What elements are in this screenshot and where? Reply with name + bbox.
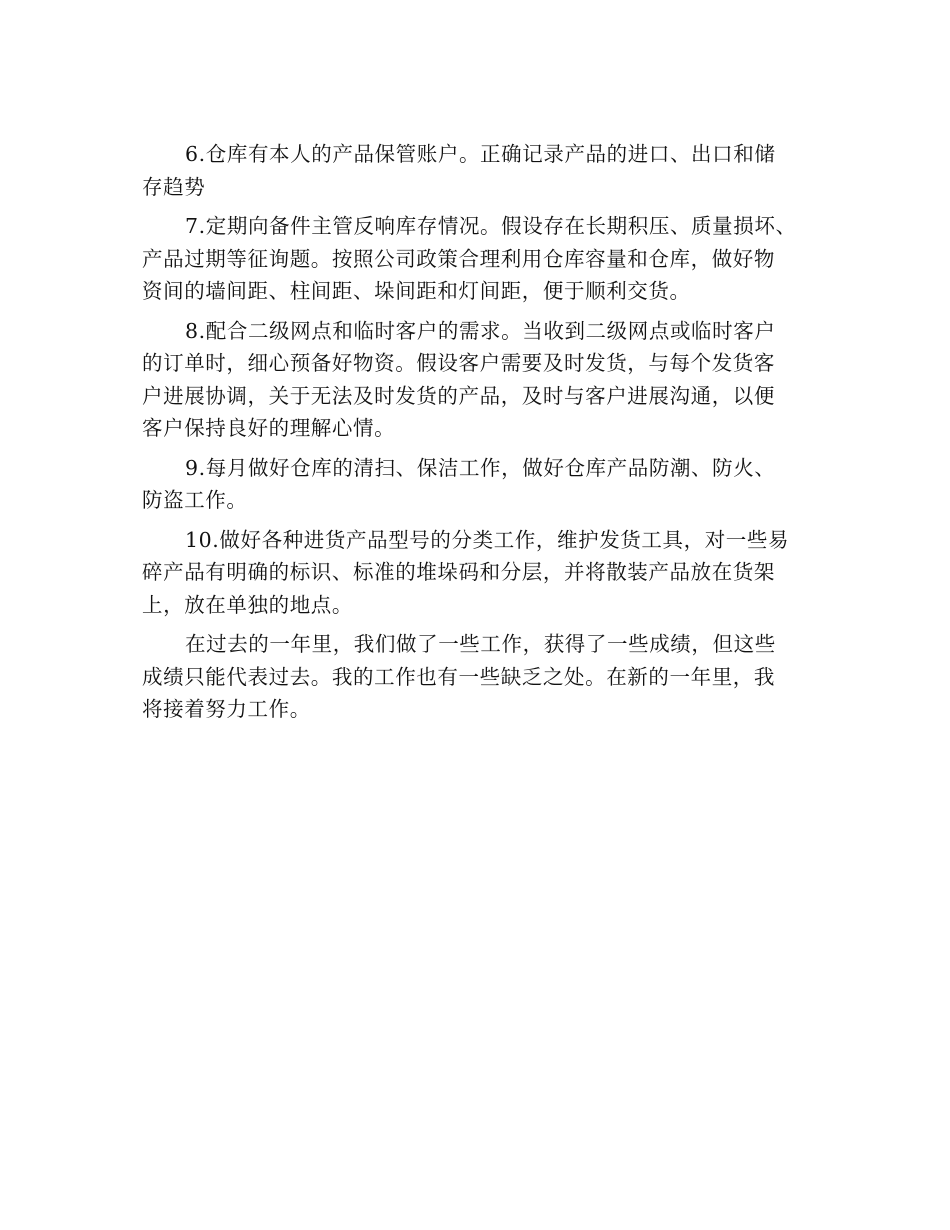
text-line: 产品过期等征询题。按照公司政策合理利用仓库容量和仓库，做好物 — [142, 246, 775, 271]
text-line: 将接着努力工作。 — [142, 697, 311, 721]
text-line: 防盗工作。 — [142, 488, 248, 512]
text-line: 上，放在单独的地点。 — [142, 592, 353, 617]
text-line: 存趋势 — [142, 174, 206, 199]
paragraph-item-7 — [142, 210, 812, 308]
text-line: 户进展协调，关于无法及时发货的产品，及时与客户进展沟通，以便 — [142, 383, 775, 408]
document-body — [142, 138, 812, 733]
text-line: 资间的墙间距、柱间距、垛间距和灯间距，便于顺利交货。 — [142, 279, 691, 303]
text-line: 10.做好各种进货产品型号的分类工作，维护发货工具，对一些易 — [185, 527, 790, 552]
text-line: 6.仓库有本人的产品保管账户。正确记录产品的进口、出口和储 — [185, 142, 776, 166]
paragraph-item-8 — [142, 315, 812, 445]
text-line: 7.定期向备件主管反响库存情况。假设存在长期积压、质量损坏、 — [185, 214, 797, 238]
text-line: 的订单时，细心预备好物资。假设客户需要及时发货，与每个发货客 — [142, 351, 775, 375]
paragraph-summary — [142, 628, 812, 726]
text-line: 客户保持良好的理解心情。 — [142, 416, 396, 440]
text-line: 成绩只能代表过去。我的工作也有一些缺乏之处。在新的一年里，我 — [142, 664, 775, 689]
paragraph-item-9 — [142, 452, 812, 517]
text-line: 碎产品有明确的标识、标准的堆垛码和分层，并将散装产品放在货架 — [142, 560, 775, 584]
paragraph-item-10 — [142, 524, 812, 622]
text-line: 9.每月做好仓库的清扫、保洁工作，做好仓库产品防潮、防火、 — [185, 455, 776, 480]
text-line: 在过去的一年里，我们做了一些工作，获得了一些成绩，但这些 — [185, 632, 776, 656]
paragraph-item-6 — [142, 138, 812, 203]
text-line: 8.配合二级网点和临时客户的需求。当收到二级网点或临时客户 — [185, 318, 776, 343]
